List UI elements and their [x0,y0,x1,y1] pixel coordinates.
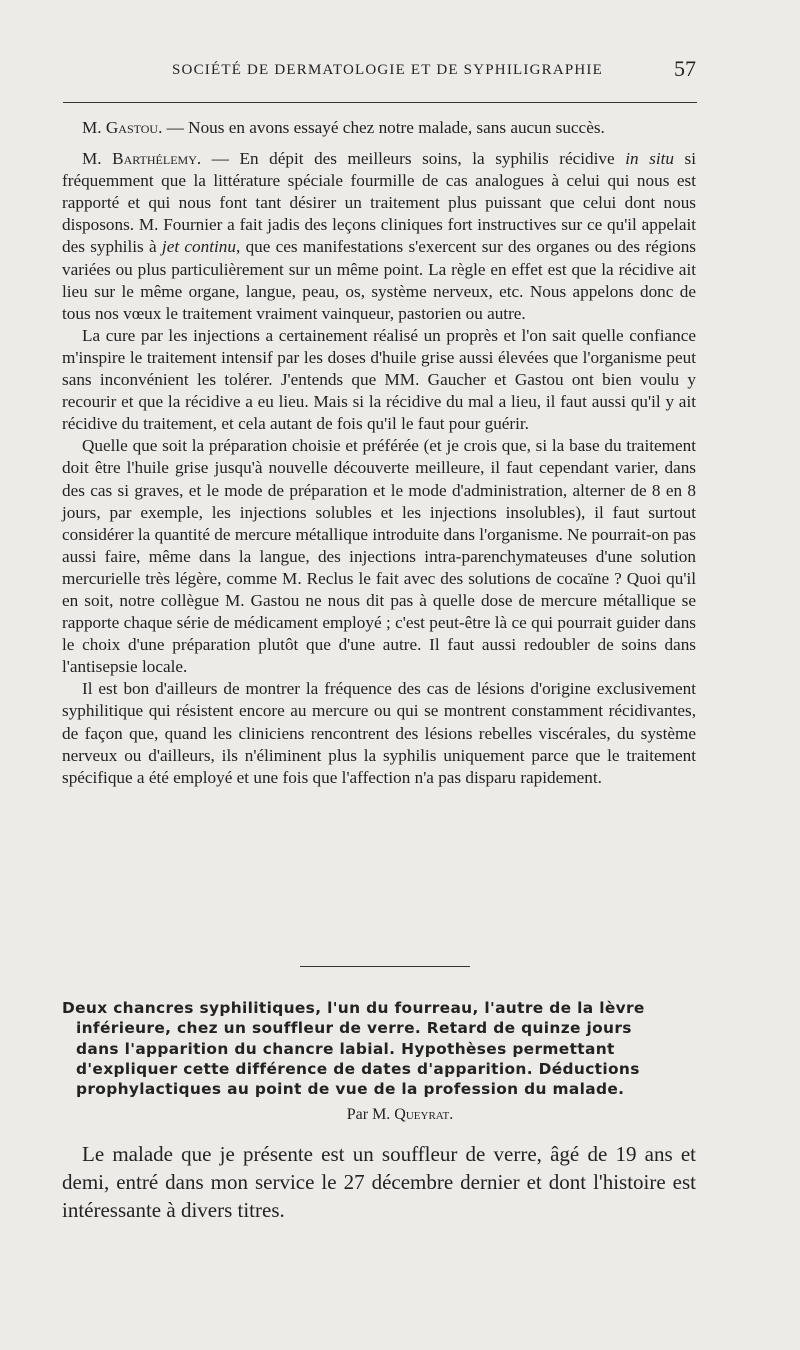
title-line: inférieure, chez un souffleur de verre. Retard de quinze jours [76,1019,632,1038]
barthelemy-text-part-1: — En dépit des meilleurs soins, la syphilis récidive [201,149,626,169]
title-line: dans l'apparition du chancre labial. Hypothèses permettant [76,1039,615,1058]
italic-in-situ: in situ [625,149,674,169]
title-line: d'expliquer cette différence de dates d'apparition. Déductions [76,1059,640,1078]
discussion-text [62,117,696,789]
section-divider [300,966,470,967]
article-title [62,998,696,1099]
gastou-remark: — Nous en avons essayé chez notre malade, sans aucun succès. [162,118,605,137]
byline-prefix: Par M. [346,1106,395,1123]
paragraph-preparation: Quelle que soit la préparation choisie et préférée (et je crois que, si la base du traitement doit être l'huile grise jusqu'à nouvelle découverte meilleure, il faut cependant varier, dans des cas si graves, et le mode de préparation et le mode d'administration, alterner de 8 en 8 jours, par exemple, les injections solubles et les injections insolubles), il faut surtout considérer la quantité de mercure métallique introduite dans l'organisme. Ne pourrait-on pas aussi faire, même dans la langue, des injections intra-parenchymateuses d'une solution mercurielle très légère, comme M. Reclus le fait avec des solutions de cocaïne ? Quoi qu'il en soit, notre collègue M. Gastou ne nous dit pas à quelle dose de mercure métallique se rapporte chaque série de médicament employé ; c'est peut-être là ce qui pourrait guider dans le choix d'une préparation plutôt que d'une autre. Il faut aussi redoubler de soins dans l'antisepsie locale. [62,436,696,677]
paragraph-injections: La cure par les injections a certainement réalisé un proprès et l'on sait quelle confiance m'inspire le traitement intensif par les doses d'huile grise aussi élevées que l'organisme peut sans inconvénient les tolérer. J'entends que MM. Gaucher et Gastou ont bien voulu y recourir et que la récidive a eu lieu. Mais si la récidive du mal a lieu, il faut aussi qu'il y ait récidive du traitement, et cela autant de fois qu'il le faut pour guérir. [62,325,696,434]
paragraph-frequency: Il est bon d'ailleurs de montrer la fréquence des cas de lésions d'origine exclusivement syphilitique qui résistent encore au mercure ou qui se montrent constamment récidivantes, de façon que, quand les cliniciens rencontrent des lésions rebelles viscérales, du système nerveux ou d'ailleurs, ils n'éliminent plus la syphilis uniquement parce que le traitement spécifique a été employé et une fois que l'affection n'a pas disparu rapidement. [62,679,696,787]
barthelemy-text-part-3: , que ces manifestations s'exercent sur des organes ou des régions variées ou plus particulièrement sur un même point. La règle en effet est que la récidive ait lieu sur le même organe, langue, peau, os, système nerveux, etc. Nous appelons donc de tous nos vœux le traitement vraiment vainqueur, pastorien ou autre. [62,237,696,323]
byline-author: Queyrat [394,1106,450,1123]
barthelemy-text-part-2: si fréquemment que la littérature spéciale fourmille de cas analogues à celui qui nous est rapporté et qui nous font tant désirer un traitement plus puissant que celui dont nous disposons. M. Fournier a fait jadis des leçons cliniques fort instructives sur ce qu'il appelait des syphilis à [62,149,696,257]
title-line: Deux chancres syphilitiques, l'un du fourreau, l'autre de la lèvre [62,999,645,1017]
title-line: prophylactiques au point de vue de la profession du malade. [76,1080,625,1099]
paragraph-gastou [62,117,696,139]
article-intro [62,1140,696,1224]
paragraph-barthelemy [62,148,696,325]
speaker-barthelemy: M. Barthélemy. [82,149,202,169]
header-rule [63,102,697,103]
page-number: 57 [674,56,696,81]
italic-jet-continu: jet continu [161,237,236,257]
speaker-gastou: M. Gastou. [82,118,163,137]
intro-paragraph: Le malade que je présente est un souffleur de verre, âgé de 19 ans et demi, entré dans mon service le 27 décembre dernier et dont l'histoire est intéressante à divers titres. [62,1142,696,1222]
running-title: SOCIÉTÉ DE DERMATOLOGIE ET DE SYPHILIGRAPHIE [172,62,603,78]
article-byline [0,1106,800,1124]
byline-suffix: . [449,1106,454,1123]
